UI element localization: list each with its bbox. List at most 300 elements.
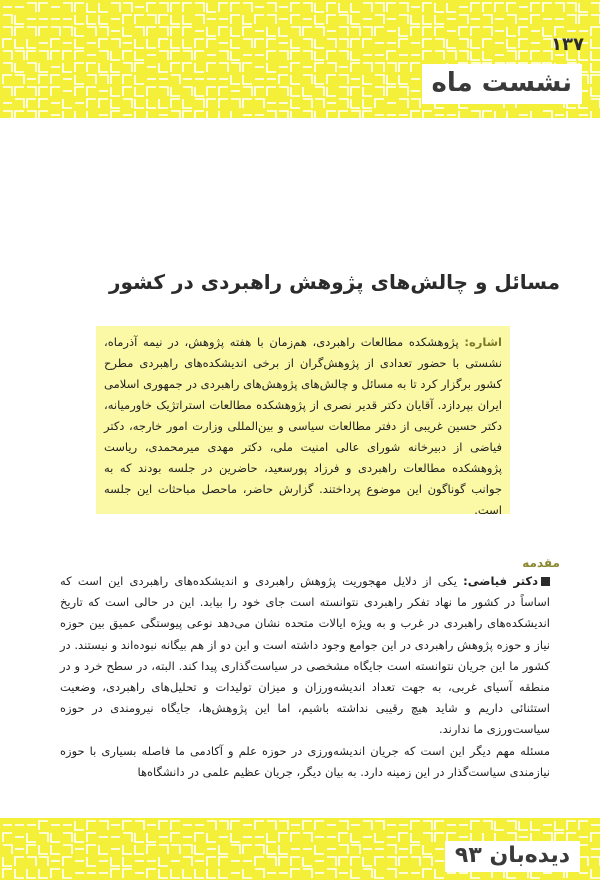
pattern-stroke	[291, 27, 300, 36]
pattern-stroke	[579, 3, 588, 12]
pattern-stroke	[327, 39, 336, 48]
pattern-stroke	[39, 845, 48, 854]
pattern-stroke	[411, 99, 420, 108]
pattern-stroke	[291, 15, 300, 24]
pattern-stroke	[291, 39, 300, 48]
pattern-stroke	[111, 63, 120, 72]
pattern-stroke	[267, 111, 276, 118]
pattern-stroke	[39, 833, 48, 842]
pattern-stroke	[567, 3, 576, 12]
pattern-stroke	[111, 857, 120, 866]
pattern-stroke	[423, 27, 432, 36]
pattern-stroke	[27, 63, 36, 72]
pattern-stroke	[363, 27, 372, 36]
pattern-stroke	[63, 869, 72, 878]
pattern-stroke	[39, 3, 48, 12]
pattern-stroke	[39, 857, 48, 866]
pattern-stroke	[507, 111, 516, 118]
pattern-stroke	[75, 27, 84, 36]
pattern-stroke	[87, 99, 96, 108]
pattern-stroke	[399, 87, 408, 96]
pattern-stroke	[147, 3, 156, 12]
pattern-stroke	[63, 63, 72, 72]
pattern-stroke	[51, 833, 60, 842]
pattern-stroke	[267, 87, 276, 96]
pattern-stroke	[207, 869, 216, 878]
pattern-stroke	[423, 857, 432, 866]
pattern-stroke	[267, 3, 276, 12]
pattern-stroke	[183, 27, 192, 36]
pattern-stroke	[231, 99, 240, 108]
pattern-stroke	[591, 39, 600, 48]
bullet-square-icon	[541, 577, 550, 586]
pattern-stroke	[591, 15, 600, 24]
pattern-stroke	[63, 3, 72, 12]
pattern-stroke	[231, 39, 240, 48]
pattern-stroke	[99, 39, 108, 48]
pattern-stroke	[531, 821, 540, 830]
pattern-stroke	[339, 99, 348, 108]
pattern-stroke	[375, 833, 384, 842]
pattern-stroke	[51, 39, 60, 48]
pattern-stroke	[15, 99, 24, 108]
pattern-stroke	[399, 857, 408, 866]
pattern-stroke	[3, 15, 12, 24]
pattern-stroke	[51, 845, 60, 854]
pattern-stroke	[315, 63, 324, 72]
pattern-stroke	[363, 3, 372, 12]
pattern-stroke	[111, 869, 120, 878]
pattern-stroke	[483, 39, 492, 48]
pattern-stroke	[27, 39, 36, 48]
pattern-stroke	[87, 821, 96, 830]
note-text: پژوهشکده مطالعات راهبردی، هم‌زمان با هفته پژوهش، در نیمه آذرماه، نشستی با حضور تعدادی از پژوهش‌گران از برخی اندیشکده‌های راهبردی مطرح کشور برگزار کرد تا به مسائل و چالش‌های پژوهش‌های راهبردی در جمهوری اسلامی ایران بپردازد. آقایان دکتر قدیر نصری از پژوهشکده مطالعات استراتژیک خاورمیانه، دکتر حسین غریبی از دفتر مطالعات سیاسی و بین‌المللی وزارت امور خارجه، دکتر فیاضی از دبیرخانه شورای عالی امنیت ملی، دکتر مهدی میرمحمدی، ریاست پژوهشکده مطالعات راهبردی و فرزاد پورسعید، حاضرین در جلسه بودند که به جوانب گوناگون این موضوع پرداختند. گزارش حاضر، ماحصل مباحثات این جلسه است.	[104, 335, 502, 517]
pattern-stroke	[87, 857, 96, 866]
pattern-stroke	[339, 87, 348, 96]
pattern-stroke	[507, 821, 516, 830]
pattern-stroke	[255, 87, 264, 96]
pattern-stroke	[435, 15, 444, 24]
pattern-stroke	[483, 111, 492, 118]
pattern-stroke	[411, 833, 420, 842]
pattern-stroke	[219, 869, 228, 878]
pattern-stroke	[147, 27, 156, 36]
pattern-stroke	[207, 63, 216, 72]
pattern-stroke	[207, 111, 216, 118]
pattern-stroke	[123, 857, 132, 866]
pattern-stroke	[231, 3, 240, 12]
pattern-stroke	[63, 857, 72, 866]
pattern-stroke	[255, 99, 264, 108]
intro-note-box	[96, 326, 510, 517]
speaker-name: دکتر فیاضی:	[463, 574, 538, 588]
pattern-stroke	[339, 75, 348, 84]
pattern-stroke	[231, 51, 240, 60]
pattern-stroke	[15, 39, 24, 48]
pattern-stroke	[51, 869, 60, 878]
pattern-stroke	[15, 27, 24, 36]
pattern-stroke	[123, 27, 132, 36]
pattern-stroke	[15, 869, 24, 878]
pattern-stroke	[255, 857, 264, 866]
pattern-stroke	[507, 3, 516, 12]
pattern-stroke	[15, 75, 24, 84]
pattern-stroke	[375, 3, 384, 12]
pattern-stroke	[39, 99, 48, 108]
pattern-stroke	[135, 111, 144, 118]
pattern-stroke	[99, 845, 108, 854]
pattern-stroke	[459, 27, 468, 36]
pattern-stroke	[591, 51, 600, 60]
pattern-stroke	[399, 833, 408, 842]
pattern-stroke	[411, 63, 420, 72]
pattern-stroke	[351, 111, 360, 118]
pattern-stroke	[387, 845, 396, 854]
pattern-stroke	[267, 15, 276, 24]
pattern-stroke	[315, 51, 324, 60]
pattern-stroke	[99, 63, 108, 72]
footer-pattern-band	[0, 818, 600, 880]
pattern-stroke	[15, 111, 24, 118]
pattern-stroke	[243, 869, 252, 878]
pattern-stroke	[303, 857, 312, 866]
pattern-stroke	[243, 39, 252, 48]
pattern-stroke	[171, 99, 180, 108]
pattern-stroke	[351, 39, 360, 48]
pattern-stroke	[315, 99, 324, 108]
pattern-stroke	[51, 27, 60, 36]
pattern-stroke	[75, 3, 84, 12]
pattern-stroke	[195, 111, 204, 118]
pattern-stroke	[495, 3, 504, 12]
pattern-stroke	[195, 63, 204, 72]
pattern-stroke	[339, 15, 348, 24]
pattern-stroke	[27, 27, 36, 36]
pattern-stroke	[531, 3, 540, 12]
pattern-stroke	[63, 51, 72, 60]
pattern-stroke	[243, 87, 252, 96]
pattern-stroke	[507, 15, 516, 24]
pattern-stroke	[267, 63, 276, 72]
pattern-stroke	[339, 845, 348, 854]
pattern-stroke	[159, 63, 168, 72]
pattern-stroke	[147, 87, 156, 96]
pattern-stroke	[3, 27, 12, 36]
pattern-stroke	[555, 821, 564, 830]
pattern-stroke	[195, 833, 204, 842]
pattern-stroke	[135, 63, 144, 72]
pattern-stroke	[447, 3, 456, 12]
pattern-stroke	[183, 87, 192, 96]
pattern-stroke	[15, 63, 24, 72]
pattern-stroke	[87, 87, 96, 96]
pattern-stroke	[27, 111, 36, 118]
pattern-stroke	[315, 845, 324, 854]
pattern-stroke	[423, 869, 432, 878]
pattern-stroke	[423, 833, 432, 842]
pattern-stroke	[99, 3, 108, 12]
pattern-stroke	[519, 39, 528, 48]
pattern-stroke	[27, 857, 36, 866]
pattern-stroke	[123, 833, 132, 842]
pattern-stroke	[255, 39, 264, 48]
magazine-logo	[445, 841, 580, 872]
pattern-stroke	[111, 51, 120, 60]
pattern-stroke	[591, 3, 600, 12]
pattern-stroke	[399, 27, 408, 36]
pattern-stroke	[183, 857, 192, 866]
pattern-stroke	[279, 111, 288, 118]
pattern-stroke	[75, 51, 84, 60]
pattern-stroke	[555, 3, 564, 12]
header-pattern-band	[0, 0, 600, 118]
pattern-stroke	[351, 869, 360, 878]
pattern-stroke	[327, 75, 336, 84]
pattern-stroke	[99, 27, 108, 36]
pattern-stroke	[435, 821, 444, 830]
pattern-stroke	[579, 821, 588, 830]
pattern-stroke	[351, 833, 360, 842]
pattern-stroke	[147, 845, 156, 854]
pattern-stroke	[123, 51, 132, 60]
pattern-stroke	[315, 15, 324, 24]
pattern-stroke	[3, 869, 12, 878]
pattern-stroke	[159, 39, 168, 48]
pattern-stroke	[207, 3, 216, 12]
pattern-stroke	[219, 51, 228, 60]
pattern-stroke	[99, 75, 108, 84]
pattern-stroke	[51, 75, 60, 84]
pattern-stroke	[3, 87, 12, 96]
pattern-stroke	[195, 15, 204, 24]
pattern-stroke	[123, 845, 132, 854]
pattern-stroke	[399, 3, 408, 12]
pattern-stroke	[3, 63, 12, 72]
pattern-stroke	[495, 821, 504, 830]
pattern-stroke	[111, 39, 120, 48]
pattern-stroke	[63, 845, 72, 854]
pattern-stroke	[507, 51, 516, 60]
pattern-stroke	[471, 111, 480, 118]
pattern-stroke	[327, 857, 336, 866]
pattern-stroke	[519, 27, 528, 36]
pattern-stroke	[3, 39, 12, 48]
section-heading: مقدمه	[522, 556, 560, 570]
pattern-stroke	[255, 15, 264, 24]
pattern-stroke	[63, 111, 72, 118]
pattern-stroke	[471, 51, 480, 60]
pattern-stroke	[171, 39, 180, 48]
pattern-stroke	[423, 39, 432, 48]
pattern-stroke	[39, 27, 48, 36]
pattern-stroke	[207, 857, 216, 866]
pattern-stroke	[327, 869, 336, 878]
pattern-stroke	[231, 27, 240, 36]
pattern-stroke	[303, 87, 312, 96]
pattern-stroke	[423, 15, 432, 24]
pattern-stroke	[339, 833, 348, 842]
pattern-stroke	[291, 63, 300, 72]
page-number: ۱۳۷	[551, 34, 584, 55]
pattern-stroke	[351, 99, 360, 108]
pattern-stroke	[75, 75, 84, 84]
issue-number: ۹۳	[454, 843, 482, 868]
pattern-stroke	[219, 845, 228, 854]
pattern-stroke	[183, 63, 192, 72]
pattern-stroke	[435, 3, 444, 12]
pattern-stroke	[159, 869, 168, 878]
pattern-stroke	[327, 15, 336, 24]
pattern-stroke	[411, 821, 420, 830]
pattern-stroke	[123, 99, 132, 108]
pattern-stroke	[351, 845, 360, 854]
pattern-stroke	[339, 39, 348, 48]
pattern-stroke	[27, 833, 36, 842]
pattern-stroke	[171, 3, 180, 12]
pattern-stroke	[111, 75, 120, 84]
pattern-stroke	[171, 821, 180, 830]
pattern-stroke	[159, 845, 168, 854]
pattern-stroke	[387, 869, 396, 878]
pattern-stroke	[159, 27, 168, 36]
pattern-stroke	[303, 869, 312, 878]
pattern-stroke	[255, 845, 264, 854]
pattern-stroke	[111, 87, 120, 96]
pattern-stroke	[483, 3, 492, 12]
pattern-stroke	[279, 857, 288, 866]
pattern-stroke	[135, 27, 144, 36]
pattern-stroke	[279, 27, 288, 36]
pattern-stroke	[243, 845, 252, 854]
pattern-stroke	[123, 87, 132, 96]
pattern-stroke	[591, 87, 600, 96]
pattern-stroke	[579, 15, 588, 24]
pattern-stroke	[39, 63, 48, 72]
pattern-stroke	[483, 821, 492, 830]
pattern-stroke	[159, 821, 168, 830]
pattern-stroke	[183, 111, 192, 118]
pattern-stroke	[147, 15, 156, 24]
pattern-stroke	[27, 99, 36, 108]
pattern-stroke	[375, 63, 384, 72]
pattern-stroke	[327, 87, 336, 96]
paragraph-1-text: یکی از دلایل مهجوریت پژوهش راهبردی و اندیشکده‌های راهبردی این است که اساساً در کشور ما نهاد تفکر راهبردی نتوانسته است جای خود را بیابد. این در حالی است که تاریخ اندیشکده‌های راهبردی در غرب و به ویژه ایالات متحده نشان می‌دهد نوعی پیوستگی عمیق بین حوزه نیاز و حوزه پژوهش راهبردی در این جوامع وجود داشته است و این دو از هم بیگانه نبوده‌اند و نیستند. در کشور ما این جریان نتوانسته است جایگاه مشخصی در سیاست‌گذاری پیدا کند. البته، در سطح خرد و در منطقه آسیای غربی، به جهت تعداد اندیشه‌ورزان و میزان تولیدات و تحلیل‌های راهبردی، وضعیت استثنائی داریم و شاید هیچ رقیبی نداشته باشیم، اما این پژوهش‌ها، جایگاه نیرومندی در حوزه سیاست‌ورزی ما ندارند.	[60, 574, 550, 737]
pattern-stroke	[375, 857, 384, 866]
pattern-stroke	[375, 99, 384, 108]
pattern-stroke	[207, 87, 216, 96]
article-title: مسائل و چالش‌های پژوهش راهبردی در کشور	[109, 270, 560, 294]
pattern-stroke	[183, 51, 192, 60]
pattern-stroke	[171, 27, 180, 36]
pattern-stroke	[87, 27, 96, 36]
pattern-stroke	[39, 821, 48, 830]
pattern-stroke	[591, 857, 600, 866]
pattern-stroke	[75, 63, 84, 72]
pattern-stroke	[3, 857, 12, 866]
pattern-stroke	[75, 87, 84, 96]
pattern-stroke	[483, 15, 492, 24]
pattern-stroke	[135, 845, 144, 854]
pattern-stroke	[327, 51, 336, 60]
pattern-stroke	[363, 99, 372, 108]
pattern-stroke	[51, 51, 60, 60]
pattern-stroke	[315, 111, 324, 118]
pattern-stroke	[315, 87, 324, 96]
pattern-stroke	[387, 75, 396, 84]
pattern-stroke	[279, 51, 288, 60]
pattern-stroke	[543, 111, 552, 118]
pattern-stroke	[423, 821, 432, 830]
pattern-stroke	[387, 63, 396, 72]
pattern-stroke	[459, 15, 468, 24]
pattern-stroke	[447, 39, 456, 48]
pattern-stroke	[567, 111, 576, 118]
pattern-stroke	[375, 15, 384, 24]
pattern-stroke	[87, 3, 96, 12]
pattern-stroke	[243, 99, 252, 108]
pattern-stroke	[27, 51, 36, 60]
pattern-stroke	[483, 27, 492, 36]
pattern-stroke	[399, 75, 408, 84]
pattern-stroke	[267, 39, 276, 48]
pattern-stroke	[303, 75, 312, 84]
pattern-stroke	[135, 15, 144, 24]
pattern-stroke	[219, 821, 228, 830]
pattern-stroke	[87, 833, 96, 842]
pattern-stroke	[363, 869, 372, 878]
pattern-stroke	[123, 821, 132, 830]
pattern-stroke	[363, 87, 372, 96]
pattern-stroke	[291, 869, 300, 878]
pattern-stroke	[363, 63, 372, 72]
pattern-stroke	[315, 821, 324, 830]
pattern-stroke	[219, 63, 228, 72]
pattern-stroke	[99, 51, 108, 60]
pattern-stroke	[159, 51, 168, 60]
pattern-stroke	[351, 51, 360, 60]
pattern-stroke	[351, 3, 360, 12]
pattern-stroke	[135, 39, 144, 48]
pattern-stroke	[339, 51, 348, 60]
pattern-stroke	[207, 39, 216, 48]
pattern-stroke	[3, 833, 12, 842]
pattern-stroke	[171, 845, 180, 854]
pattern-stroke	[471, 3, 480, 12]
pattern-stroke	[387, 87, 396, 96]
pattern-stroke	[135, 821, 144, 830]
pattern-stroke	[135, 87, 144, 96]
pattern-stroke	[39, 869, 48, 878]
pattern-stroke	[327, 3, 336, 12]
pattern-stroke	[303, 51, 312, 60]
pattern-stroke	[435, 51, 444, 60]
pattern-stroke	[183, 869, 192, 878]
pattern-stroke	[375, 27, 384, 36]
pattern-stroke	[411, 845, 420, 854]
pattern-stroke	[387, 857, 396, 866]
pattern-stroke	[219, 857, 228, 866]
pattern-stroke	[195, 87, 204, 96]
pattern-stroke	[231, 845, 240, 854]
pattern-stroke	[159, 99, 168, 108]
pattern-stroke	[123, 75, 132, 84]
pattern-stroke	[435, 39, 444, 48]
pattern-stroke	[243, 15, 252, 24]
pattern-stroke	[171, 15, 180, 24]
pattern-stroke	[591, 27, 600, 36]
pattern-stroke	[111, 3, 120, 12]
pattern-stroke	[363, 857, 372, 866]
